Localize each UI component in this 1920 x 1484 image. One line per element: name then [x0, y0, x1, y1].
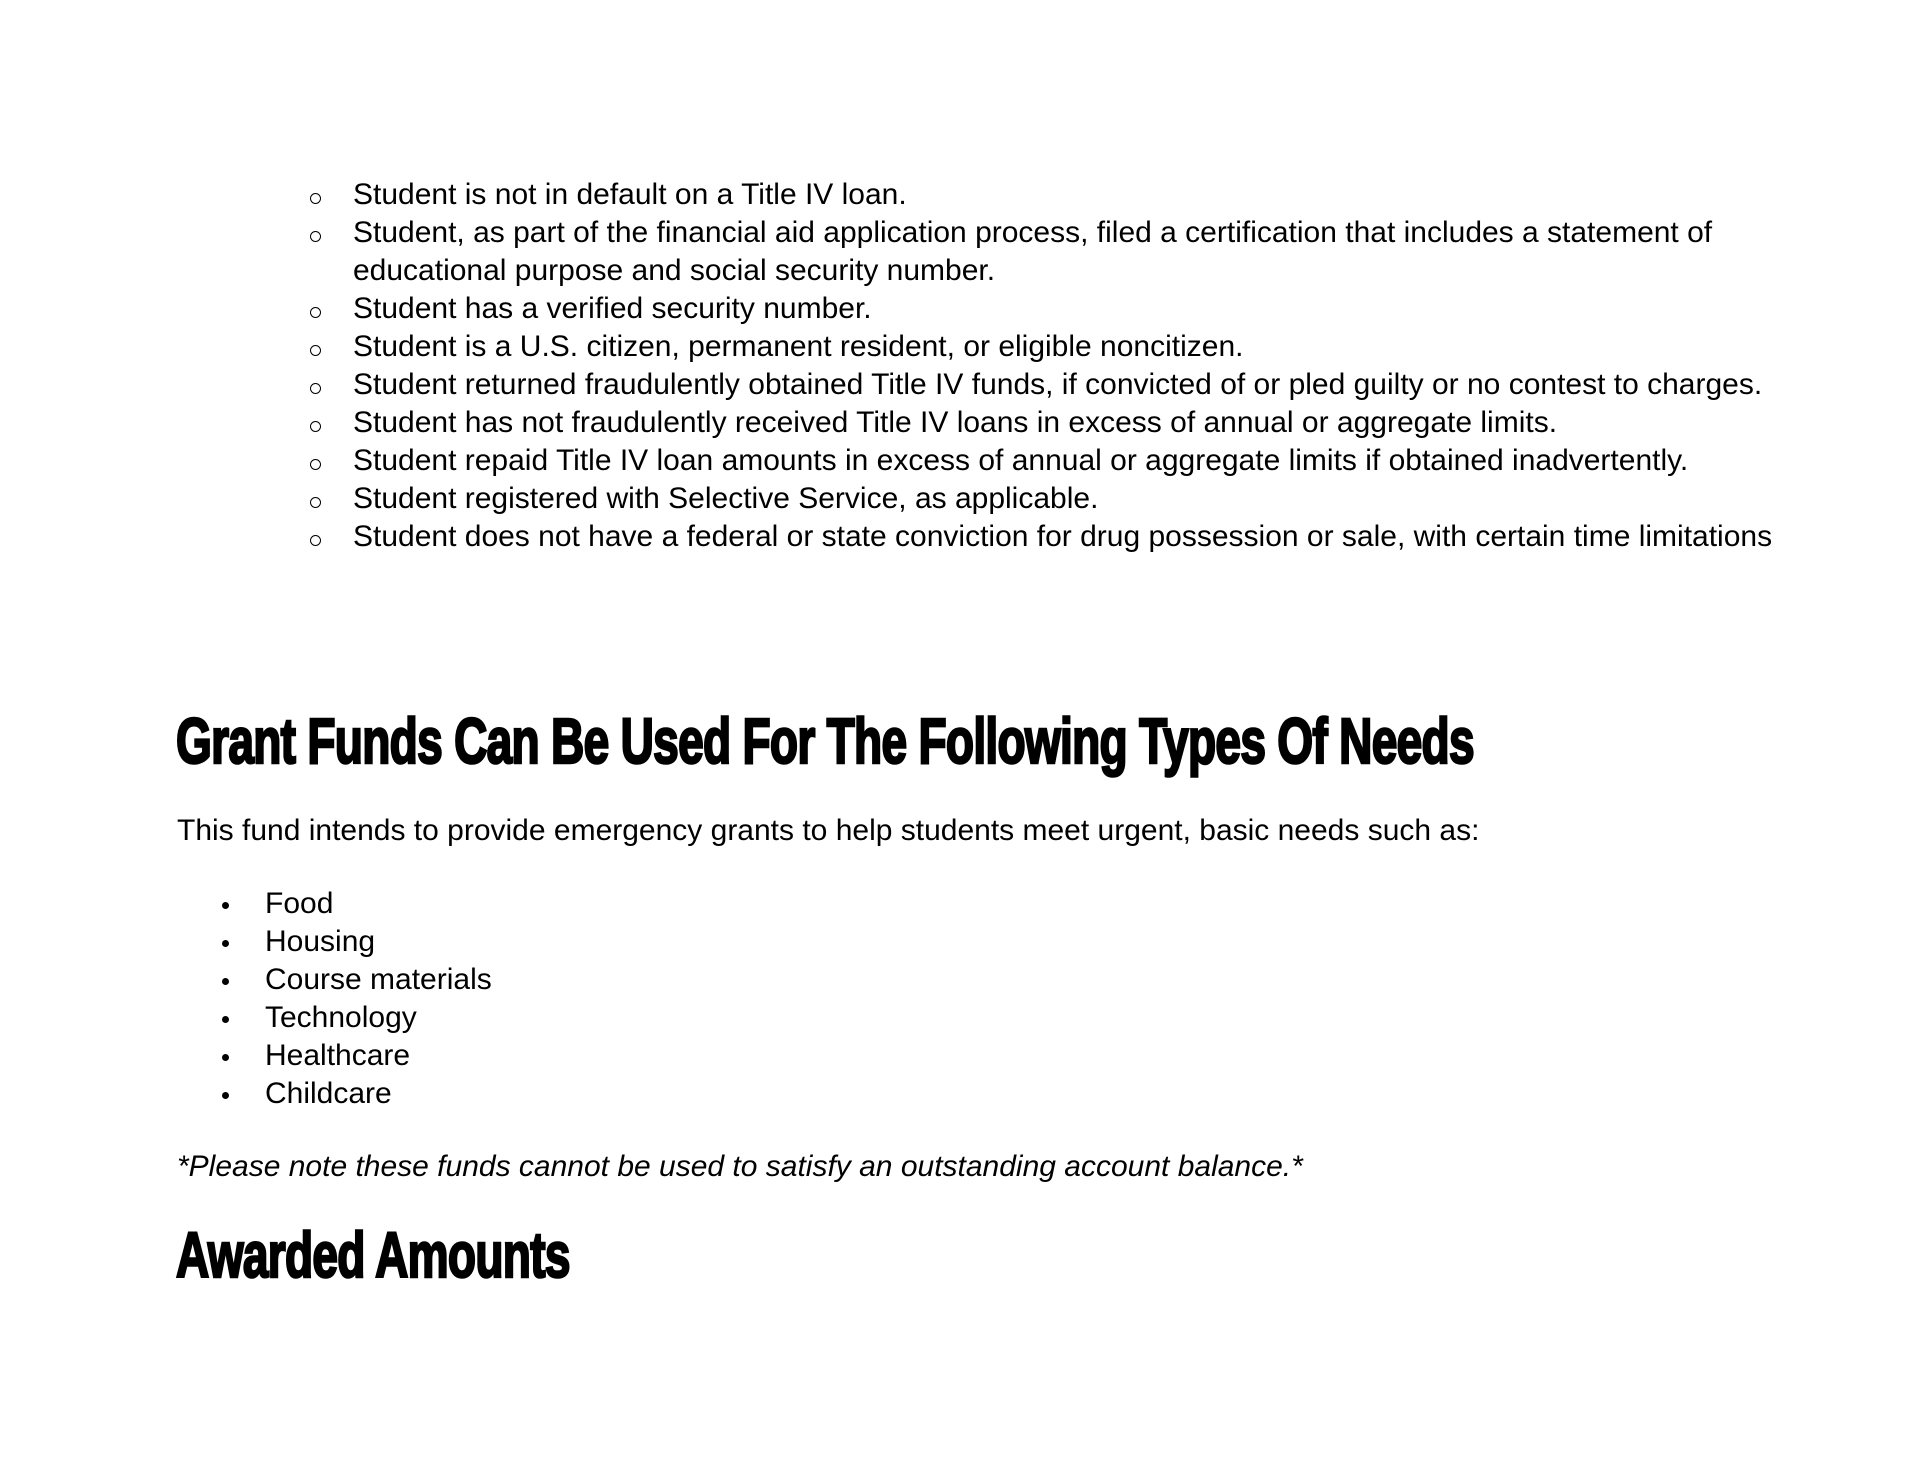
circle-bullet-icon: [310, 345, 321, 356]
need-label: Technology: [265, 1001, 417, 1034]
list-item: [308, 214, 1788, 290]
need-label: Childcare: [265, 1077, 392, 1110]
list-item: [308, 480, 1788, 518]
circle-bullet-icon: [310, 307, 321, 318]
circle-bullet-icon: [310, 193, 321, 204]
grant-intro-text: This fund intends to provide emergency grants to help students meet urgent, basic needs such as:: [177, 814, 1480, 847]
list-item: [222, 923, 492, 961]
list-item-text: Student registered with Selective Service, as applicable.: [353, 482, 1099, 515]
eligibility-list: [308, 176, 1788, 556]
need-label: Healthcare: [265, 1039, 411, 1072]
bullet-icon: [222, 978, 229, 985]
need-label: Housing: [265, 925, 376, 958]
list-item: [308, 290, 1788, 328]
list-item: [222, 1075, 492, 1113]
list-item: [308, 176, 1788, 214]
account-balance-note: *Please note these funds cannot be used to satisfy an outstanding account balance.*: [177, 1150, 1303, 1183]
list-item: [308, 442, 1788, 480]
need-label: Course materials: [265, 963, 492, 996]
circle-bullet-icon: [310, 497, 321, 508]
needs-list: [222, 885, 492, 1113]
list-item: [308, 518, 1788, 556]
list-item: [308, 366, 1788, 404]
list-item: [222, 961, 492, 999]
list-item: [222, 885, 492, 923]
list-item: [222, 1037, 492, 1075]
awarded-amounts-heading: Awarded Amounts: [176, 1219, 570, 1291]
list-item-text: Student, as part of the financial aid application process, filed a certification that includes a statement of educational purpose and social security number.: [353, 216, 1713, 287]
circle-bullet-icon: [310, 535, 321, 546]
list-item-text: Student does not have a federal or state conviction for drug possession or sale, with certain time limitations: [353, 520, 1773, 553]
circle-bullet-icon: [310, 383, 321, 394]
list-item-text: Student is a U.S. citizen, permanent resident, or eligible noncitizen.: [353, 330, 1244, 363]
circle-bullet-icon: [310, 421, 321, 432]
list-item-text: Student repaid Title IV loan amounts in excess of annual or aggregate limits if obtained inadvertently.: [353, 444, 1689, 477]
list-item-text: Student has not fraudulently received Title IV loans in excess of annual or aggregate limits.: [353, 406, 1558, 439]
bullet-icon: [222, 1054, 229, 1061]
bullet-icon: [222, 1016, 229, 1023]
bullet-icon: [222, 902, 229, 909]
bullet-icon: [222, 940, 229, 947]
circle-bullet-icon: [310, 231, 321, 242]
list-item-text: Student has a verified security number.: [353, 292, 872, 325]
grant-funds-heading: Grant Funds Can Be Used For The Following Types Of Needs: [176, 705, 1474, 777]
list-item: [222, 999, 492, 1037]
list-item-text: Student is not in default on a Title IV loan.: [353, 178, 907, 211]
list-item: [308, 328, 1788, 366]
bullet-icon: [222, 1092, 229, 1099]
list-item: [308, 404, 1788, 442]
circle-bullet-icon: [310, 459, 321, 470]
need-label: Food: [265, 887, 334, 920]
list-item-text: Student returned fraudulently obtained Title IV funds, if convicted of or pled guilty or no contest to charges.: [353, 368, 1763, 401]
